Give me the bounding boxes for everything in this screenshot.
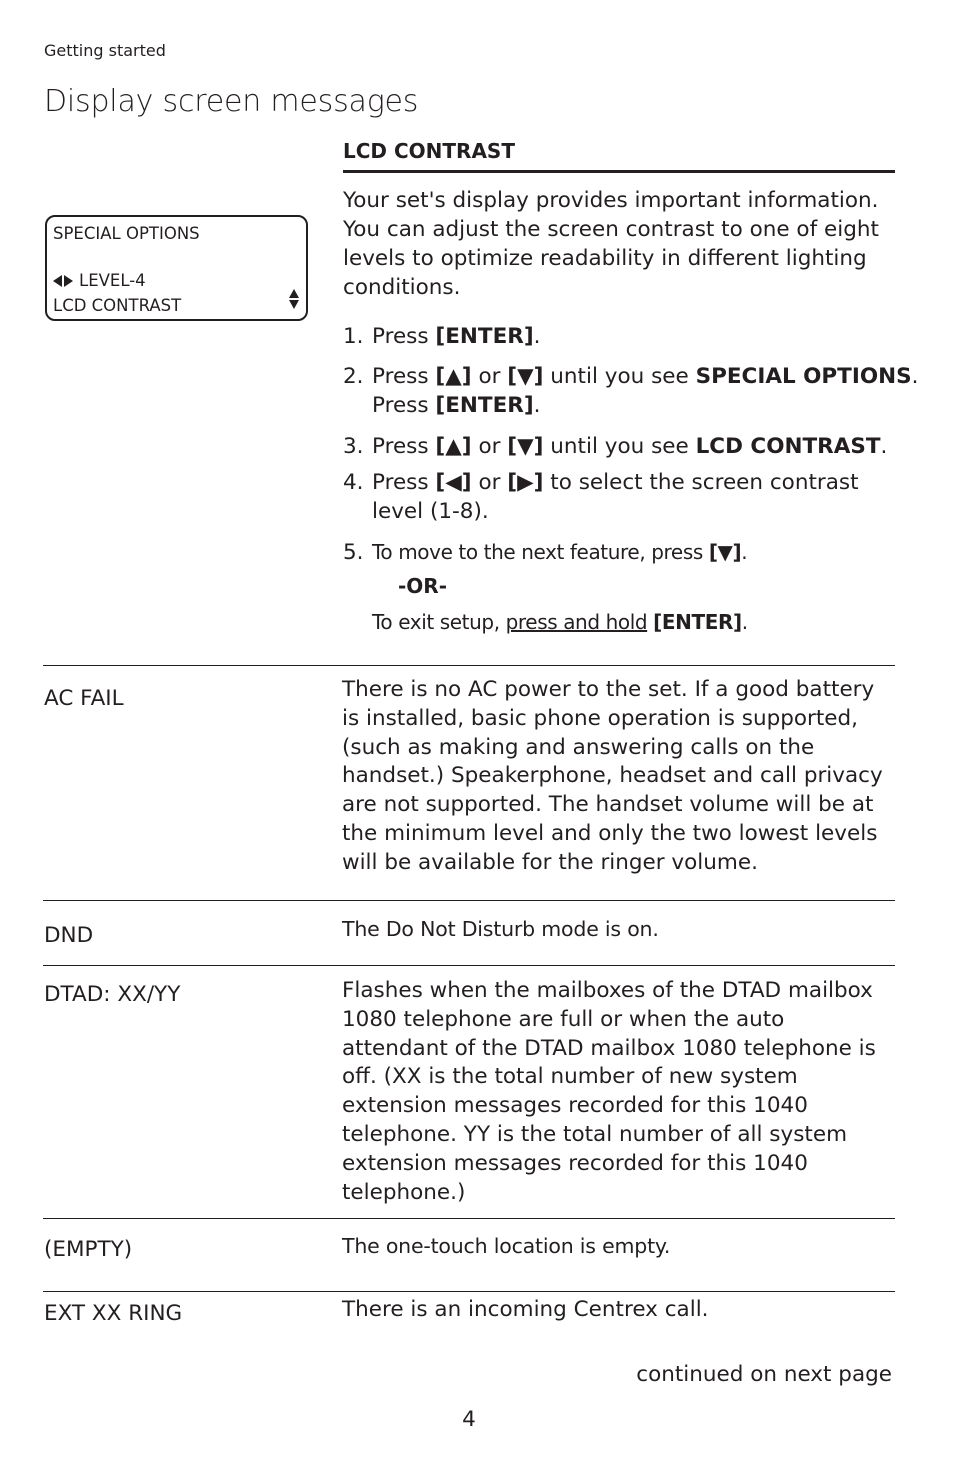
message-term: (EMPTY) [44, 1237, 133, 1262]
row-divider [43, 900, 895, 901]
enter-key: [ENTER] [653, 610, 742, 634]
step-3: 3. Press [▲] or [▼] until you see LCD CONTRAST. [343, 434, 888, 459]
press-and-hold-text: press and hold [505, 610, 648, 634]
row-divider [43, 965, 895, 966]
message-term: EXT XX RING [44, 1301, 183, 1326]
message-description: There is no AC power to the set. If a good battery is installed, basic phone operation is supported, (such as making and answering calls on the handset.) Speakerphone, headset and call privacy are not supported. The handset volume will be at the minimum level and only the two lowest levels will be available for the ringer volume. [342, 677, 883, 875]
down-key: [▼] [507, 434, 544, 459]
menu-target: SPECIAL OPTIONS [695, 364, 912, 389]
step-5: 5. To move to the next feature, press [▼]. [343, 540, 748, 565]
message-description: The Do Not Disturb mode is on. [342, 917, 659, 941]
section-label: Getting started [44, 41, 166, 60]
page-number: 4 [462, 1407, 476, 1432]
step-4: 4. Press [◀] or [▶] to select the screen contrast level (1-8). [343, 470, 859, 524]
step-1: 1. Press [ENTER]. [343, 324, 541, 349]
message-term: DTAD: XX/YY [44, 982, 181, 1007]
down-arrow-icon [289, 300, 299, 309]
menu-target: LCD CONTRAST [695, 434, 881, 459]
left-key: [◀] [435, 470, 472, 495]
down-key: [▼] [708, 540, 742, 564]
step-2: 2. Press [▲] or [▼] until you see SPECIAL OPTIONS. Press [ENTER]. [343, 364, 919, 418]
step-4-continuation: level (1-8). [372, 499, 489, 524]
heading-rule [343, 170, 895, 173]
or-separator: -OR- [398, 574, 448, 598]
lcd-intro-text: Your set's display provides important information. You can adjust the screen contrast to one of eight levels to optimize readability in different lighting conditions. [343, 188, 879, 300]
lcd-screen-illustration [45, 215, 308, 321]
exit-instruction: To exit setup, press and hold [ENTER]. [372, 610, 748, 634]
row-divider [43, 1291, 895, 1292]
down-key: [▼] [507, 364, 544, 389]
message-description: Flashes when the mailboxes of the DTAD mailbox 1080 telephone are full or when the auto attendant of the DTAD mailbox 1080 telephone is off. (XX is the total number of new system extension messages recorded for this 1040 telephone. YY is the total number of all system extension messages recorded for this 1040 telephone.) [342, 978, 876, 1205]
enter-key: [ENTER] [435, 393, 534, 418]
step-2-continuation: Press [ENTER]. [372, 393, 541, 418]
up-key: [▲] [435, 434, 472, 459]
up-arrow-icon [289, 289, 299, 298]
up-key: [▲] [435, 364, 472, 389]
message-description: There is an incoming Centrex call. [342, 1297, 709, 1322]
page-title: Display screen messages [44, 84, 419, 119]
lcd-line-1: SPECIAL OPTIONS [53, 224, 200, 243]
enter-key: [ENTER] [435, 324, 534, 349]
lcd-level-text: LEVEL-4 [79, 271, 146, 290]
lcd-line-2 [53, 269, 146, 293]
lcd-contrast-heading: LCD CONTRAST [343, 139, 515, 163]
left-arrow-icon [53, 275, 62, 287]
continued-note: continued on next page [636, 1362, 892, 1387]
right-arrow-icon [64, 275, 73, 287]
message-description: The one-touch location is empty. [342, 1234, 671, 1258]
lcd-line-3: LCD CONTRAST [53, 296, 182, 315]
row-divider [43, 665, 895, 666]
right-key: [▶] [507, 470, 544, 495]
message-term: DND [44, 923, 94, 948]
scroll-arrows [289, 289, 301, 309]
row-divider [43, 1218, 895, 1219]
message-term: AC FAIL [44, 686, 124, 711]
